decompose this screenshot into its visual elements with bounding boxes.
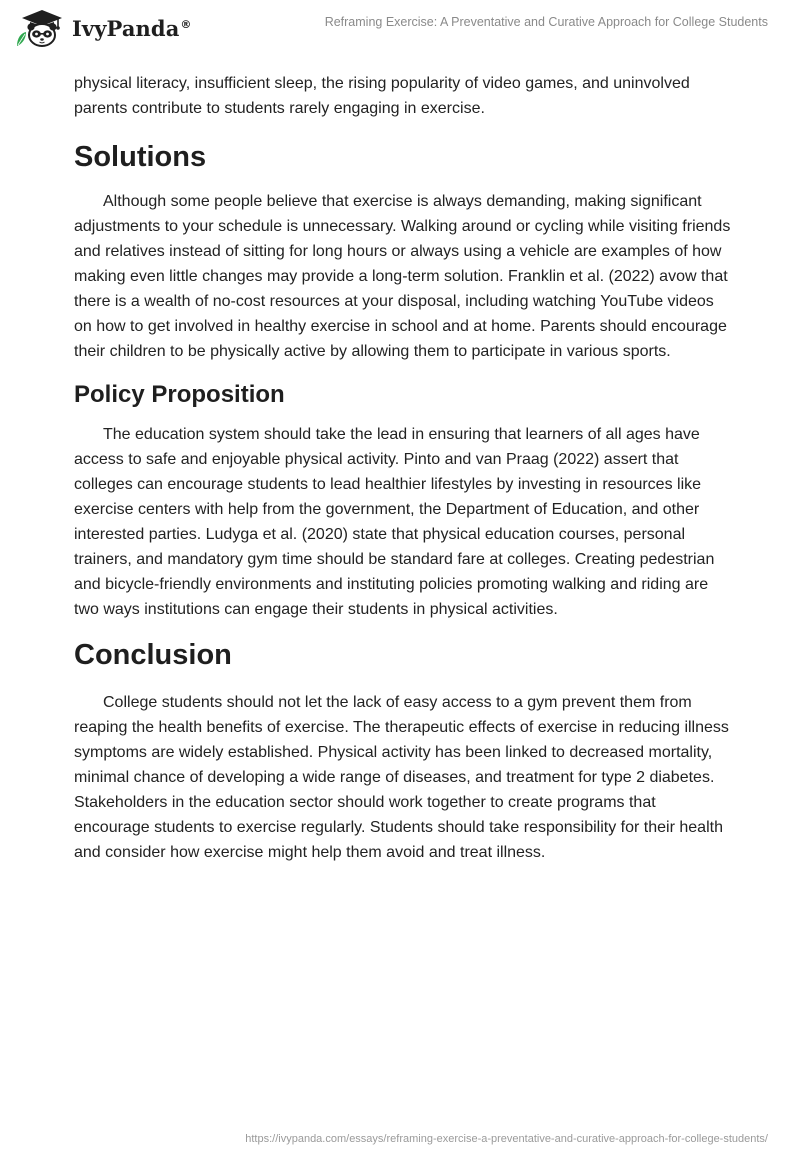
panda-graduation-cap-icon (14, 8, 66, 48)
running-title: Reframing Exercise: A Preventative and Curative Approach for College Students (324, 15, 768, 29)
source-url[interactable]: https://ivypanda.com/essays/reframing-exercise-a-preventative-and-curative-approach-for-college-students/ (245, 1133, 768, 1145)
solutions-heading: Solutions (74, 141, 207, 173)
page-header (0, 0, 800, 56)
intro-paragraph: physical literacy, insufficient sleep, the rising popularity of video games, and uninvolved parents contribute to students rarely engaging in exercise. (74, 75, 690, 117)
logo-wordmark (72, 16, 192, 41)
essay-content (74, 71, 734, 865)
policy-paragraph: The education system should take the lead in ensuring that learners of all ages have access to safe and enjoyable physical activity. Pinto and van Praag (2022) assert that colleges can encourage students to lead healthier lifestyles by investing in resources like exercise centers with help from the government, the Department of Education, and other interested parties. Ludyga et al. (2020) state that physical education courses, personal trainers, and mandatory gym time should be standard fare at colleges. Creating pedestrian and bicycle-friendly environments and instituting policies promoting walking and riding are two ways institutions can engage their students in physical activities. (74, 426, 715, 618)
conclusion-paragraph: College students should not let the lack of easy access to a gym prevent them from reaping the health benefits of exercise. The therapeutic effects of exercise in reducing illness symptoms are widely established. Physical activity has been linked to decreased mortality, minimal chance of developing a wide range of diseases, and treatment for type 2 diabetes. Stakeholders in the education sector should work together to create programs that encourage students to exercise regularly. Students should take responsibility for their health and consider how exercise might help them avoid and treat illness. (74, 694, 729, 861)
ivypanda-logo[interactable] (14, 8, 192, 48)
conclusion-heading: Conclusion (74, 639, 232, 671)
logo-text: IvyPanda (72, 15, 180, 41)
registered-mark: ® (180, 17, 192, 31)
solutions-paragraph: Although some people believe that exercise is always demanding, making significant adjustments to your schedule is unnecessary. Walking around or cycling while visiting friends and relatives instead of sitting for long hours or always using a vehicle are examples of how making even little changes may provide a long-term solution. Franklin et al. (2022) avow that there is a wealth of no-cost resources at your disposal, including watching YouTube videos on how to get involved in healthy exercise in school and at home. Parents should encourage their children to be physically active by allowing them to participate in various sports. (74, 193, 731, 360)
policy-heading: Policy Proposition (74, 381, 285, 408)
